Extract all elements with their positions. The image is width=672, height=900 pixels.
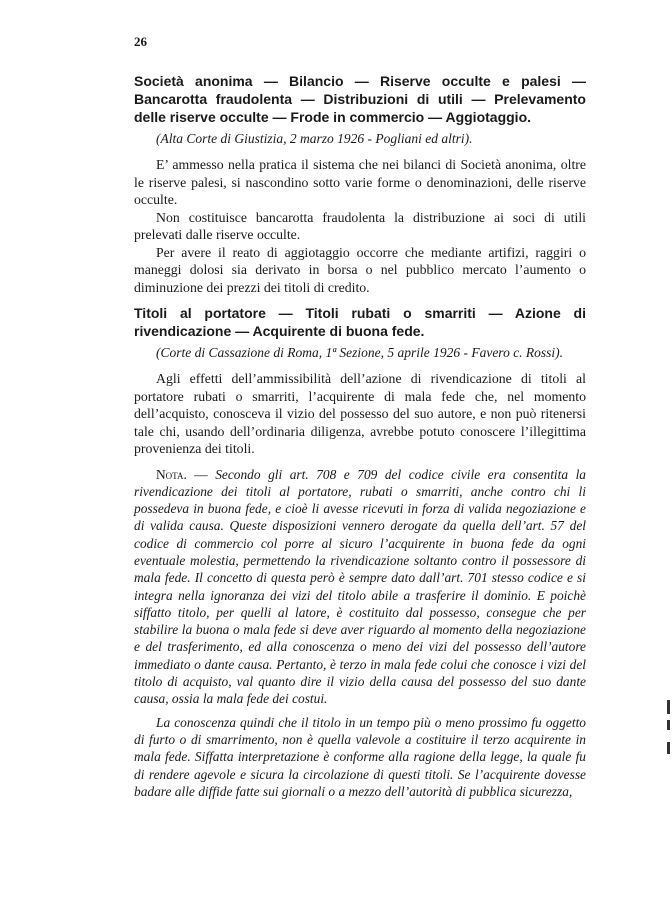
section-company-law	[134, 72, 586, 296]
scan-edge-mark	[667, 700, 670, 714]
section-bearer-titles	[134, 304, 586, 458]
note-paragraph	[134, 466, 586, 708]
note-text: Secondo gli art. 708 e 709 del codice civile era consentita la rivendicazione dei titoli al portatore, rubati o smarriti, anche contro chi li possedeva in buona fede, e cioè li avesse ricevuti in forza di valida negoziazione e di valida causa. Queste disposizioni vennero derogate da quella dell’art. 57 del codice di commercio col porre al sicuro l’acquirente in buona fede da ogni eventuale molestia, permettendo la rivendicazione soltanto contro il possessore di mala fede. Il concetto di questa però è sempre dato dall’art. 701 stesso codice e si integra nella ignoranza dei vizi del titolo abile a trasferire il dominio. E poichè siffatto titolo, per quelli al latore, è costituito dal possesso, consegue che per stabilire la buona o mala fede si deve aver riguardo al momento della negoziazione e del trasferimento, ed alla conoscenza o meno dei vizi del possesso dell’autore immediato o dante causa. Pertanto, è terzo in mala fede colui che conosce i vizi del titolo di acquisto, val quanto dire il vizio della causa del possesso del suo dante causa, ossia la mala fede dei costui.	[134, 466, 586, 707]
page-content	[134, 72, 586, 800]
section-heading: Società anonima — Bilancio — Riserve occulte e palesi — Bancarotta fraudolenta — Distribuzioni di utili — Prelevamento delle riserve occulte — Frode in commercio — Aggiotaggio.	[134, 73, 586, 125]
court-citation: (Alta Corte di Giustizia, 2 marzo 1926 - Pogliani ed altri).	[156, 131, 473, 146]
note-block	[134, 466, 586, 801]
scan-edge-mark	[667, 742, 670, 754]
paragraph: Agli effetti dell’ammissibilità dell’azione di rivendicazione di titoli al portatore rubati o smarriti, l’acquirente di mala fede che, nel momento dell’acquisto, conosceva il vizio del possesso del suo autore, e non può ritenersi tale chi, usando dell’ordinaria diligenza, avrebbe potuto conoscere l’illegittima provenienza dei titoli.	[134, 371, 586, 456]
paragraph: Non costituisce bancarotta fraudolenta la distribuzione ai soci di utili prelevati dalle riserve occulte.	[134, 209, 586, 242]
section-heading: Titoli al portatore — Titoli rubati o smarriti — Azione di rivendicazione — Acquirente di buona fede.	[134, 305, 586, 339]
page-number: 26	[134, 34, 147, 49]
note-paragraph: La conoscenza quindi che il titolo in un tempo più o meno prossimo fu oggetto di furto o di smarrimento, non è quella valevole a costituire il terzo acquirente in mala fede. Siffatta interpretazione è conforme alla ragione della legge, la quale fu di rendere agevole e sicura la circolazione di questi titoli. Se l’acquirente dovesse badare alle diffide fatte sui giornali o a mezzo dell’autorità di pubblica sicurezza,	[134, 714, 586, 799]
note-prefix: Nota. —	[156, 466, 216, 482]
court-citation: (Corte di Cassazione di Roma, 1ª Sezione, 5 aprile 1926 - Favero c. Rossi).	[156, 345, 564, 360]
scan-edge-mark	[667, 720, 670, 730]
paragraph: E’ ammesso nella pratica il sistema che nei bilanci di Società anonima, oltre le riserve palesi, si nascondino sotto varie forme o denominazioni, delle riserve occulte.	[134, 157, 586, 207]
paragraph: Per avere il reato di aggiotaggio occorre che mediante artifizi, raggiri o maneggi dolosi sia derivato in borsa o nel pubblico mercato l’aumento o diminuzione dei prezzi dei titoli di credito.	[134, 244, 586, 295]
